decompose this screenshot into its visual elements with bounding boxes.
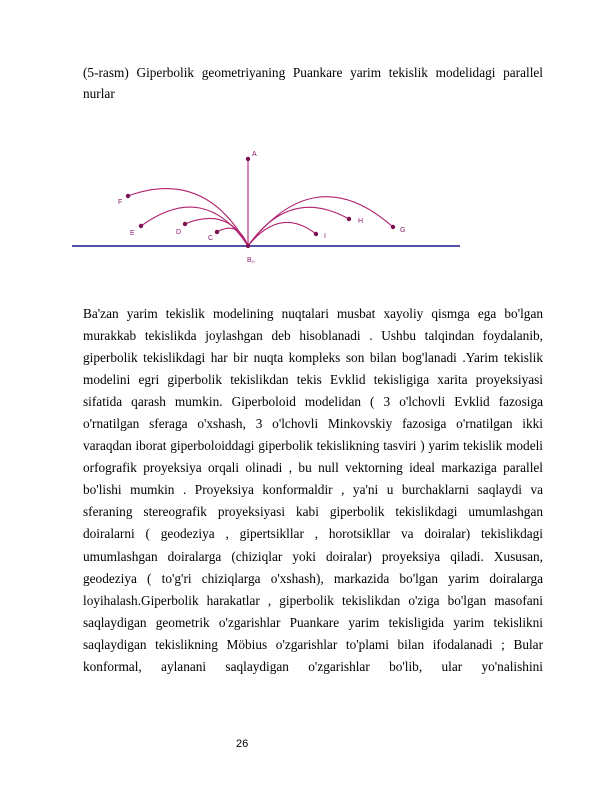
figure-svg [0,140,612,270]
point-c [215,230,219,234]
point-f [126,194,130,198]
body-paragraph: Ba'zan yarim tekislik modelining nuqtalari musbat xayoliy qismga ega bo'lgan murakkab tekislikda joylashgan deb hisoblanadi . Ushbu talqindan foydalanib, giperbolik tekislikdagi har bir nuqta kompleks son bilan bog'lanadi .Yarim tekislik modelini egri giperbolik tekislikdan tekis Evklid tekisligiga xarita proyeksiyasi sifatida qarash mumkin. Giperboloid modelidan ( 3 o'lchovli Evklid fazosiga o'rnatilgan sferaga o'xshash, 3 o'lchovli Minkovskiy fazosiga o'rnatilgan ikki varaqdan iborat giperboloiddagi giperbolik tekislikning tasviri ) yarim tekislik modeli orfografik proyeksiya orqali olinadi , bu null vektorning ideal markaziga parallel bo'lishi mumkin . Proyeksiya konformaldir , ya'ni u burchaklarni saqlaydi va sferaning stereografik proyeksiyasi kabi giperbolik tekislikdagi umumlashgan doiralarni ( geodeziya , gipertsikllar , horotsikllar va doiralar) tekislikdagi umumlashgan doiralarga (chiziqlar yoki doiralar) proyeksiya qiladi. Xususan, geodeziya ( to'g'ri chiziqlarga o'xshash), markazida bo'lgan yarim doiralarga loyihalash.Giperbolik harakatlar , giperbolik tekislikdan o'ziga bo'lgan masofani saqlaydigan geometrik o'zgarishlar Puankare yarim tekisligida yarim tekislikni saqlaydigan tekislikning Möbius o'zgarishlar to'plami bilan ifodalanadi ; Bular konformal, aylanani saqlaydigan o'zgarishlar bo'lib, ular yo'nalishini [83,306,543,674]
arc-g [248,197,393,246]
page-number: 26 [236,738,249,750]
label-b-sub: ∞ [251,259,255,264]
point-i [314,232,318,236]
label-i: I [324,233,326,240]
caption: (5-rasm) Giperbolik geometriyaning Puankare yarim tekislik modelidagi parallel nurlar [83,65,543,101]
arc-e [141,207,248,246]
point-d [183,222,187,226]
label-c: C [208,235,214,242]
label-f: F [118,199,123,206]
label-h: H [358,218,364,225]
point-a [246,157,250,161]
label-b-main: B [247,257,252,264]
point-g [391,225,395,229]
label-g: G [400,227,406,234]
label-e: E [130,230,135,237]
figure-poincare-half-plane [0,140,612,270]
point-h [347,217,351,221]
arc-c [217,228,248,246]
label-b [247,257,255,264]
arc-f [128,189,248,246]
point-e [139,224,143,228]
label-d: D [176,229,182,236]
label-a: A [252,151,257,158]
arc-h [248,207,349,246]
point-b [246,244,250,248]
